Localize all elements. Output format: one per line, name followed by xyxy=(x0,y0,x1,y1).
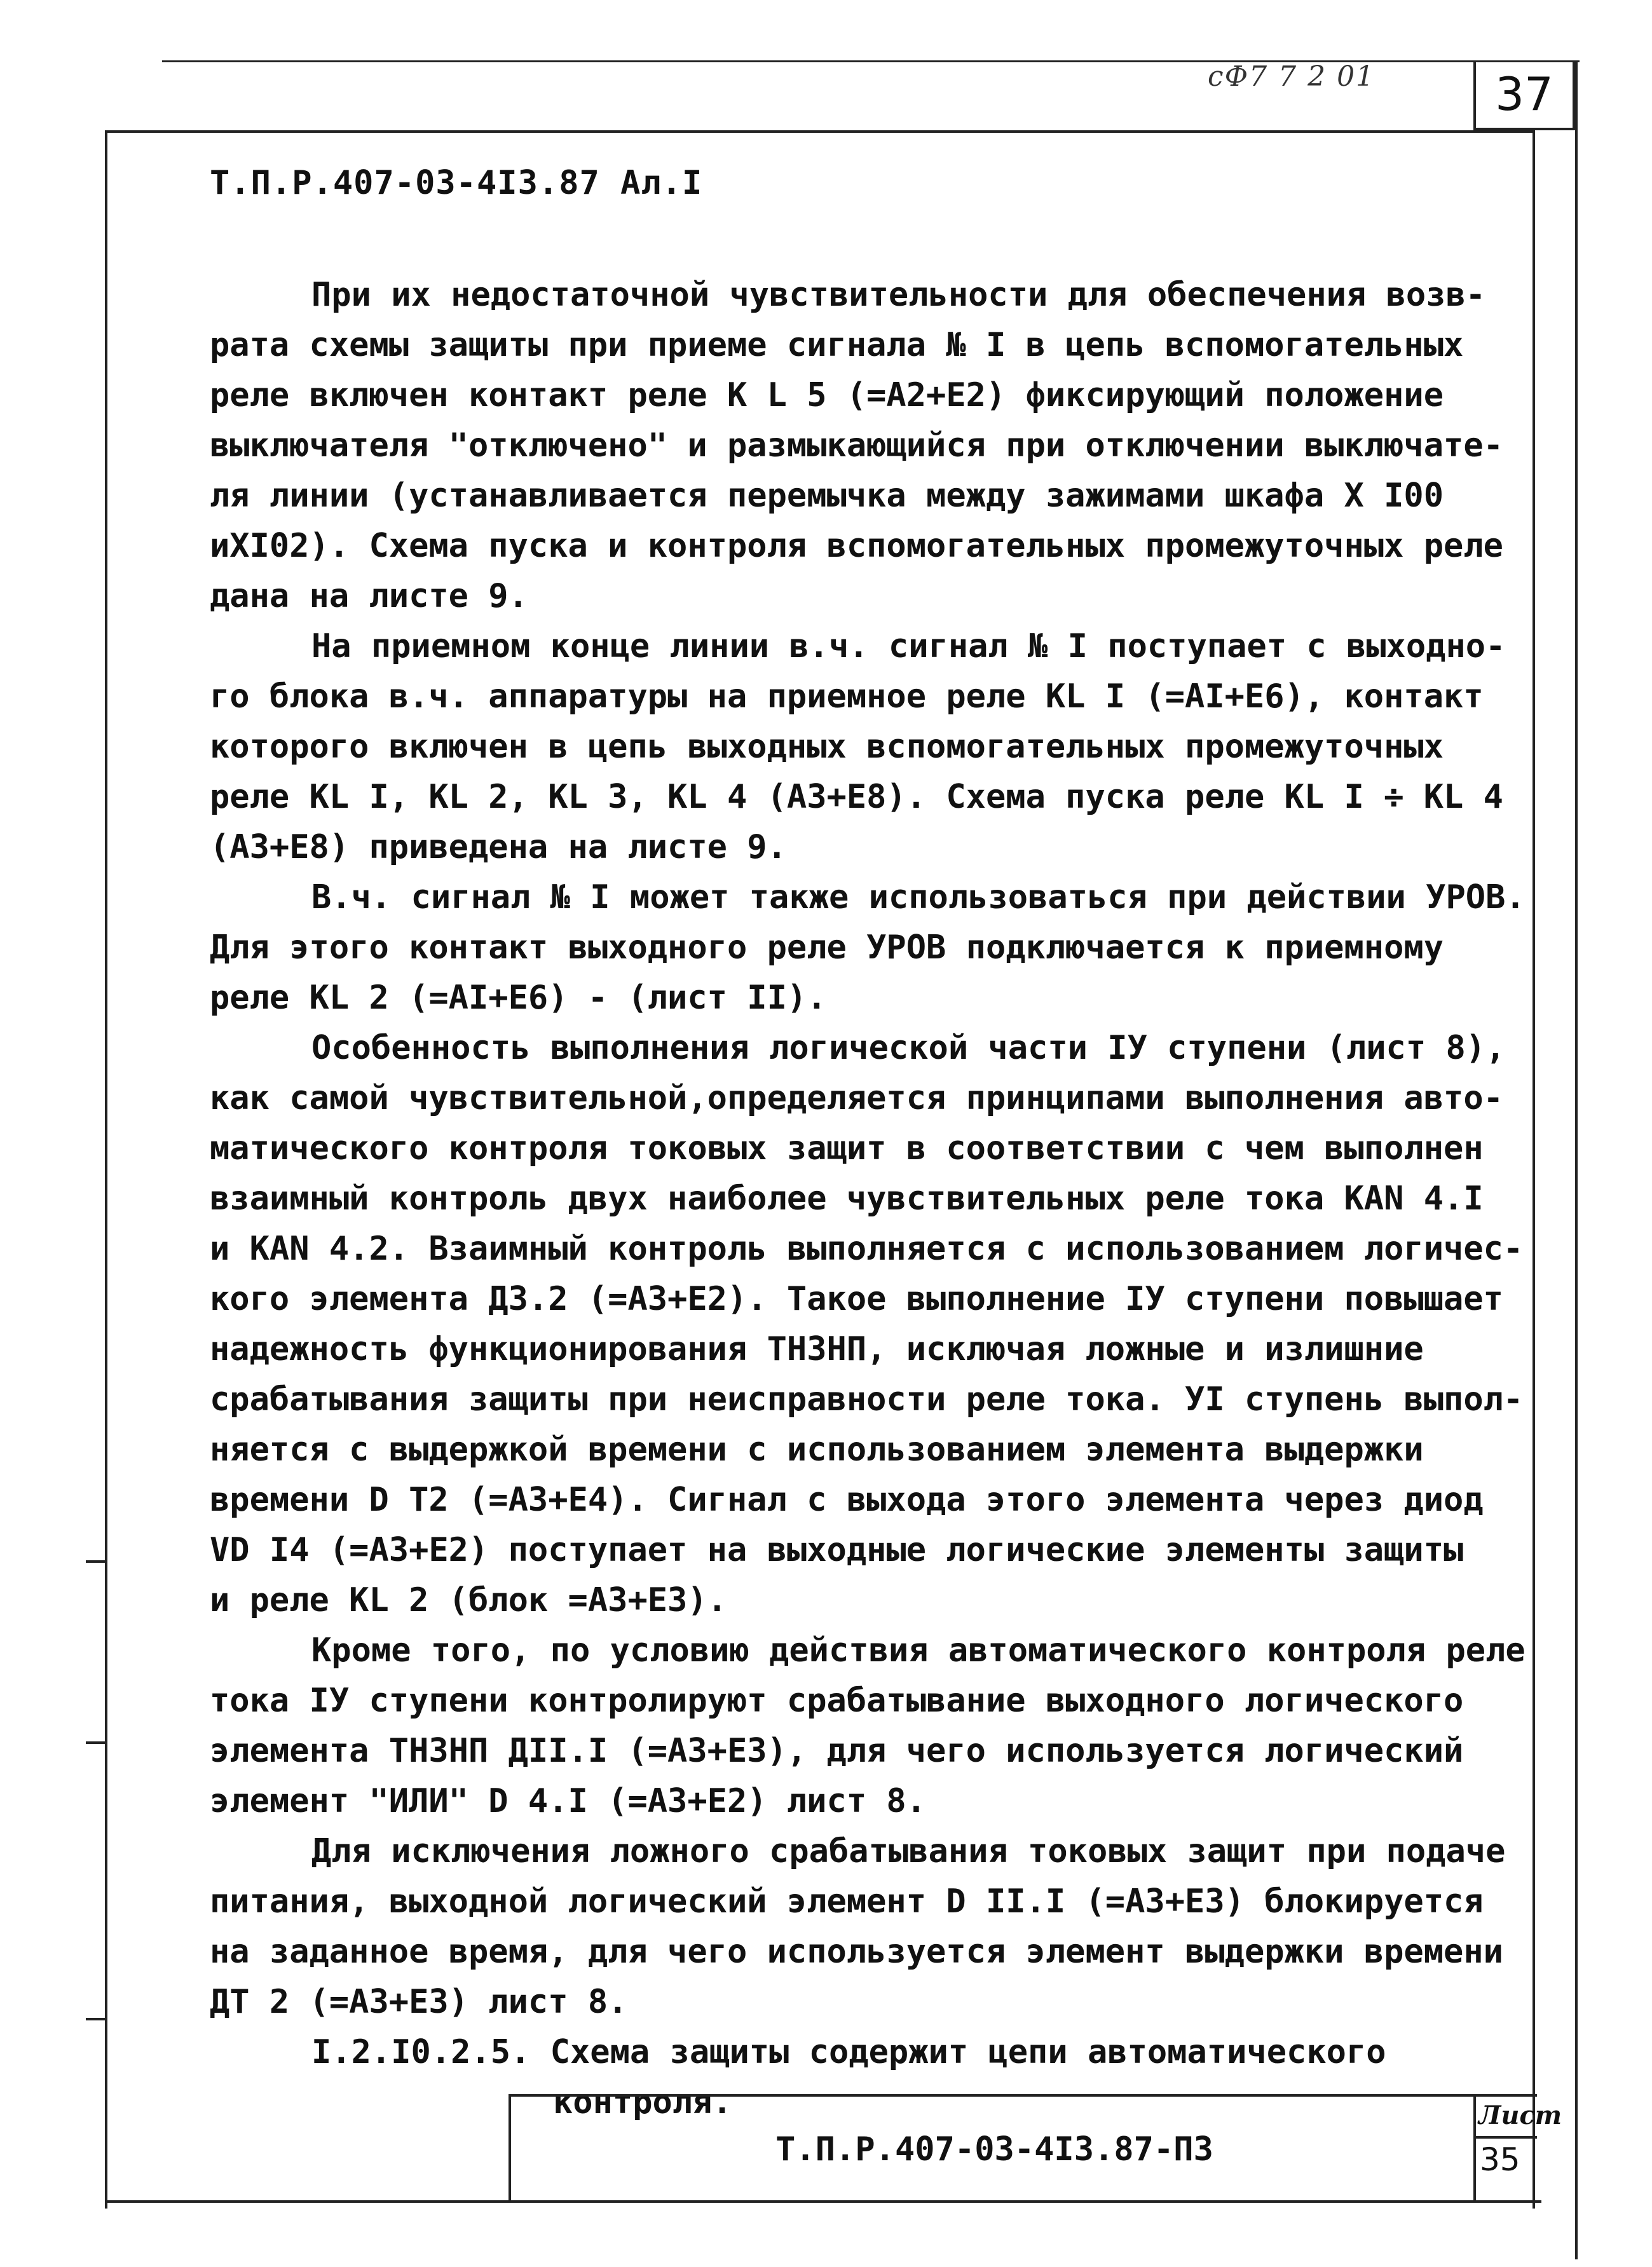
text-line: кого элемента Д3.2 (=А3+Е2). Такое выполнение IУ ступени повышает xyxy=(210,1280,1503,1318)
text-line: выключателя "отключено" и размыкающийся при отключении выключате- xyxy=(210,426,1503,465)
document-header-code: Т.П.Р.407-03-4I3.87 Ал.I xyxy=(210,164,703,202)
text-line: I.2.I0.2.5. Схема защиты содержит цепи автоматического xyxy=(311,2033,1386,2071)
margin-tick xyxy=(86,1741,105,1744)
sheet-number-box xyxy=(1473,2094,1562,2202)
sheet-divider xyxy=(1476,2136,1537,2139)
text-line: тока IУ ступени контролируют срабатывание выходного логического xyxy=(210,1682,1464,1720)
text-line: При их недостаточной чувствительности для обеспечения возв- xyxy=(311,276,1486,314)
text-line: Для исключения ложного срабатывания токовых защит при подаче xyxy=(311,1832,1506,1870)
text-line: реле KL 2 (=АI+Е6) - (лист II). xyxy=(210,979,827,1017)
text-line: На приемном конце линии в.ч. сигнал № I поступает с выходно- xyxy=(311,627,1506,665)
document-body xyxy=(210,270,1526,2128)
text-line: реле включен контакт реле K L 5 (=А2+Е2) фиксирующий положение xyxy=(210,376,1444,414)
text-line: рата схемы защиты при приеме сигнала № I в цепь вспомогательных xyxy=(210,326,1464,364)
sheet-label: Лист xyxy=(1478,2100,1562,2130)
text-line: и реле KL 2 (блок =А3+Е3). xyxy=(210,1581,727,1619)
text-line: го блока в.ч. аппаратуры на приемное реле KL I (=АI+Е6), контакт xyxy=(210,677,1484,716)
right-outer-rule xyxy=(1575,60,1578,2259)
text-line: контроля. xyxy=(553,2083,732,2121)
handwritten-code-stamp: сФ7 7 2 01 xyxy=(1208,60,1376,93)
text-line: элемент "ИЛИ" D 4.I (=А3+Е2) лист 8. xyxy=(210,1782,927,1820)
text-line: на заданное время, для чего используется элемент выдержки времени xyxy=(210,1933,1503,1971)
text-line: ля линии (устанавливается перемычка между зажимами шкафа X I00 xyxy=(210,477,1444,515)
text-line: питания, выходной логический элемент D II.I (=А3+Е3) блокируется xyxy=(210,1882,1484,1921)
page-number-top: 37 xyxy=(1473,60,1575,130)
title-block-code-box xyxy=(509,2094,1478,2202)
text-line: Особенность выполнения логической части IУ ступени (лист 8), xyxy=(311,1029,1506,1067)
text-line: элемента ТНЗНП ДII.I (=А3+Е3), для чего используется логический xyxy=(210,1732,1464,1770)
text-line: и KAN 4.2. Взаимный контроль выполняется с использованием логичес- xyxy=(210,1230,1524,1268)
text-line: (А3+Е8) приведена на листе 9. xyxy=(210,828,787,866)
text-line: времени D T2 (=А3+Е4). Сигнал с выхода этого элемента через диод xyxy=(210,1481,1484,1519)
text-line: которого включен в цепь выходных вспомогательных промежуточных xyxy=(210,728,1444,766)
text-line: реле KL I, KL 2, KL 3, KL 4 (А3+Е8). Схема пуска реле KL I ÷ KL 4 xyxy=(210,778,1503,816)
margin-tick xyxy=(86,1560,105,1563)
margin-tick xyxy=(86,2018,105,2020)
text-line: няется с выдержкой времени с использованием элемента выдержки xyxy=(210,1431,1424,1469)
text-line: Кроме того, по условию действия автоматического контроля реле xyxy=(311,1631,1526,1670)
text-line: срабатывания защиты при неисправности реле тока. УI ступень выпол- xyxy=(210,1380,1524,1419)
text-line: как самой чувствительной,определяется принципами выполнения авто- xyxy=(210,1079,1503,1117)
sheet-number: 35 xyxy=(1480,2141,1520,2178)
text-line: надежность функционирования ТНЗНП, исключая ложные и излишние xyxy=(210,1330,1424,1368)
text-line: ДТ 2 (=А3+Е3) лист 8. xyxy=(210,1983,628,2021)
text-line: иХI02). Схема пуска и контроля вспомогательных промежуточных реле xyxy=(210,527,1503,565)
text-line: взаимный контроль двух наиболее чувствительных реле тока KAN 4.I xyxy=(210,1180,1484,1218)
text-line: VD I4 (=А3+Е2) поступает на выходные логические элементы защиты xyxy=(210,1531,1464,1569)
text-line: В.ч. сигнал № I может также использоваться при действии УРОВ. xyxy=(311,878,1526,916)
text-line: матического контроля токовых защит в соответствии с чем выполнен xyxy=(210,1129,1484,1168)
title-block-document-code: Т.П.Р.407-03-4I3.87-ПЗ xyxy=(775,2130,1213,2168)
text-line: Для этого контакт выходного реле УРОВ подключается к приемному xyxy=(210,929,1444,967)
text-line: дана на листе 9. xyxy=(210,577,528,615)
